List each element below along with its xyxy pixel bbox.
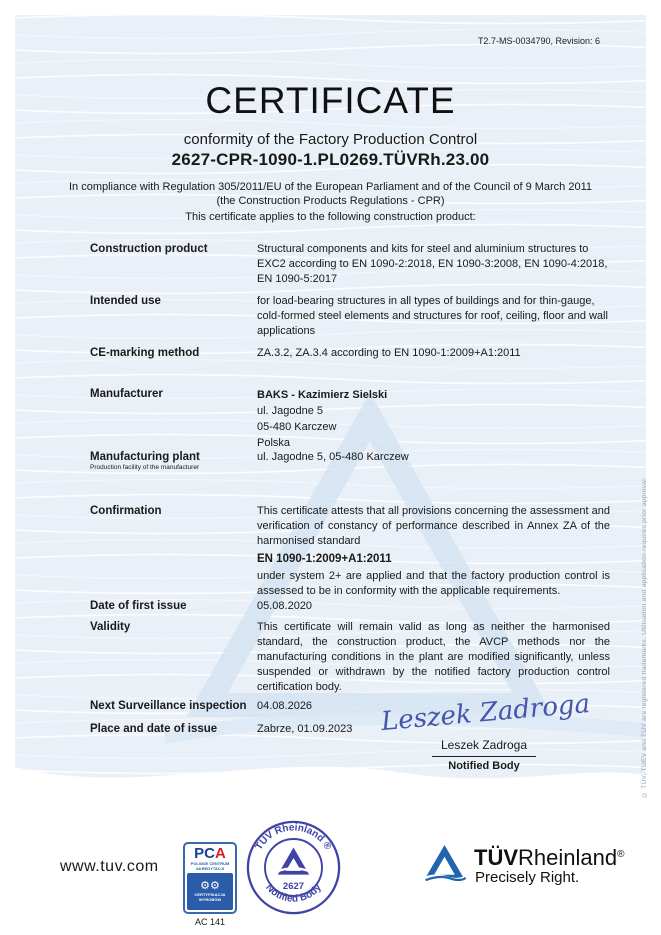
trademark-side-note: © TÜV, TUEV and TUV are registered trademarks. Utilisation and application requires prior approval.: [641, 476, 648, 798]
label-confirmation: Confirmation: [90, 505, 162, 517]
label-ce-marking-method: CE-marking method: [90, 347, 200, 359]
pca-acronym-pc: PC: [194, 845, 215, 862]
signatory-role: Notified Body: [448, 760, 520, 772]
confirmation-standard: EN 1090-1:2009+A1:2011: [257, 553, 392, 565]
registered-mark: ®: [617, 849, 625, 860]
signatory-name: Leszek Zadroga: [440, 738, 528, 752]
value-construction-product: Structural components and kits for steel and aluminium structures to EXC2 according to EN 1090-2:2018, EN 1090-3:2008, EN 1090-4:2018, EN 1090-5:2017: [257, 243, 608, 285]
notified-body-stamp: [246, 820, 341, 915]
pca-certification-label: CERTYFIKACJA WYROBÓW: [194, 892, 226, 902]
value-manufacturer: [257, 387, 610, 451]
tuv-rheinland-wordmark: [474, 843, 624, 870]
label-manufacturer: Manufacturer: [90, 388, 163, 400]
compliance-line-2: (the Construction Products Regulations - CPR): [216, 195, 445, 207]
tuv-rheinland-logo-icon: [422, 843, 467, 884]
page-subtitle: conformity of the Factory Production Control: [183, 131, 478, 148]
document-reference: T2.7-MS-0034790, Revision: 6: [477, 36, 600, 46]
applies-line: This certificate applies to the following construction product:: [185, 211, 476, 223]
value-next-surveillance: 04.08.2026: [257, 700, 313, 712]
sublabel-manufacturing-plant: Production facility of the manufacturer: [90, 464, 200, 471]
label-date-of-first-issue: Date of first issue: [90, 600, 187, 612]
stamp-bottom-text: Notified Body: [263, 882, 324, 905]
signature-divider: [432, 756, 536, 757]
manufacturer-address-2: 05-480 Karczew: [257, 421, 337, 433]
label-next-surveillance: Next Surveillance inspection: [90, 700, 247, 712]
confirmation-paragraph-2: under system 2+ are applied and that the factory production control is assessed to be in conformity with the applicable requirements.: [257, 570, 610, 597]
pca-acronym: [185, 846, 235, 861]
pca-accreditation-badge: [183, 842, 237, 914]
stamp-top-text: TÜV Rheinland ®: [253, 822, 334, 853]
value-validity: This certificate will remain valid as long as neither the harmonised standard, the construction product, the AVCP methods nor the manufacturing conditions in the plant are modified significantly, unless suspended or withdrawn by the notified factory production control certification body.: [257, 621, 610, 693]
value-ce-marking-method: ZA.3.2, ZA.3.4 according to EN 1090-1:2009+A1:2011: [257, 347, 521, 359]
label-validity: Validity: [90, 621, 131, 633]
pca-accreditation-code: AC 141: [194, 917, 226, 927]
page-title: CERTIFICATE: [205, 80, 456, 121]
value-place-date-of-issue: Zabrze, 01.09.2023: [257, 723, 353, 735]
label-intended-use: Intended use: [90, 295, 161, 307]
manufacturer-name: BAKS - Kazimierz Sielski: [257, 389, 388, 401]
brand-rheinland: Rheinland: [518, 845, 618, 870]
manufacturer-address-3: Polska: [257, 437, 291, 449]
gear-icon: ⚙⚙: [200, 880, 220, 892]
pca-organization: POLSKIE CENTRUM AKREDYTACJI: [190, 861, 230, 871]
label-construction-product: Construction product: [90, 243, 208, 255]
tuv-website-link[interactable]: www.tuv.com: [60, 858, 159, 875]
compliance-line-1: In compliance with Regulation 305/2011/EU of the European Parliament and of the Council of 9 March 2011: [68, 181, 593, 193]
certificate-number: 2627-CPR-1090-1.PL0269.TÜVRh.23.00: [171, 150, 490, 169]
brand-tagline: Precisely Right.: [475, 869, 580, 886]
pca-acronym-a: A: [215, 845, 226, 862]
confirmation-paragraph-1: This certificate attests that all provisions concerning the assessment and verification of constancy of performance described in Annex ZA of the harmonised standard: [257, 505, 610, 547]
brand-tuv: TÜV: [474, 845, 518, 870]
pca-certification-box: [187, 873, 233, 910]
label-place-date-of-issue: Place and date of issue: [90, 723, 218, 735]
stamp-number: 2627: [282, 880, 305, 892]
manufacturer-address-1: ul. Jagodne 5: [257, 405, 324, 417]
value-manufacturing-plant: ul. Jagodne 5, 05-480 Karczew: [257, 451, 409, 463]
value-date-of-first-issue: 05.08.2020: [257, 600, 313, 612]
value-confirmation: [257, 504, 610, 599]
value-intended-use: for load-bearing structures in all types of buildings and for thin-gauge, cold-formed steel elements and structures for roof, ceiling, floor and wall applications: [257, 295, 608, 337]
handwritten-signature: Leszek Zadroga: [379, 688, 592, 738]
label-manufacturing-plant: Manufacturing plant: [90, 451, 200, 463]
